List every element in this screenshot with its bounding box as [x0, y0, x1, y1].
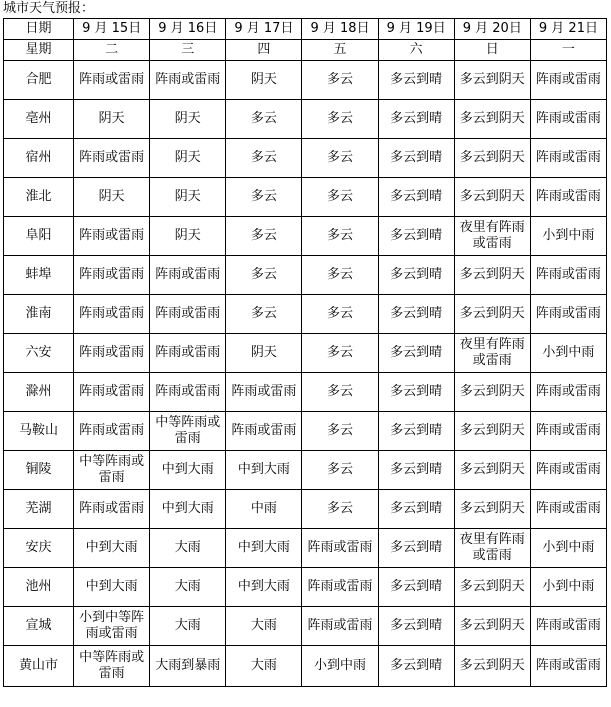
forecast-cell: 阵雨或雷雨	[150, 256, 226, 295]
forecast-cell: 多云	[302, 412, 378, 451]
forecast-cell: 阵雨或雷雨	[74, 334, 150, 373]
forecast-cell: 中到大雨	[150, 490, 226, 529]
forecast-cell: 大雨	[226, 646, 302, 687]
forecast-cell: 多云	[302, 178, 378, 217]
forecast-cell: 多云到晴	[378, 451, 454, 490]
forecast-cell: 小到中雨	[530, 568, 606, 607]
forecast-cell: 中到大雨	[150, 451, 226, 490]
forecast-cell: 阵雨或雷雨	[530, 412, 606, 451]
city-name: 合肥	[4, 61, 74, 100]
forecast-cell: 大雨	[226, 607, 302, 646]
weekday-label: 星期	[4, 40, 74, 61]
forecast-cell: 中等阵雨或雷雨	[74, 451, 150, 490]
forecast-cell: 阵雨或雷雨	[530, 451, 606, 490]
forecast-cell: 阴天	[74, 100, 150, 139]
forecast-cell: 阵雨或雷雨	[150, 373, 226, 412]
forecast-cell: 多云到阴天	[454, 373, 530, 412]
city-row	[4, 178, 607, 217]
forecast-cell: 多云	[302, 217, 378, 256]
forecast-cell: 小到中雨	[530, 217, 606, 256]
forecast-cell: 中到大雨	[74, 568, 150, 607]
weekday-cell: 二	[74, 40, 150, 61]
forecast-cell: 大雨	[150, 607, 226, 646]
forecast-cell: 多云到晴	[378, 373, 454, 412]
city-row	[4, 451, 607, 490]
date-cell: 9 月 20日	[454, 19, 530, 40]
weekday-header-row	[4, 40, 607, 61]
forecast-cell: 中到大雨	[226, 451, 302, 490]
city-name: 安庆	[4, 529, 74, 568]
forecast-cell: 多云	[302, 334, 378, 373]
forecast-cell: 阵雨或雷雨	[302, 529, 378, 568]
city-name: 芜湖	[4, 490, 74, 529]
weather-forecast-table	[3, 18, 607, 687]
forecast-cell: 阵雨或雷雨	[530, 373, 606, 412]
forecast-cell: 阵雨或雷雨	[74, 256, 150, 295]
forecast-cell: 中到大雨	[74, 529, 150, 568]
forecast-cell: 阵雨或雷雨	[530, 646, 606, 687]
forecast-cell: 阵雨或雷雨	[302, 568, 378, 607]
forecast-cell: 小到中雨	[530, 529, 606, 568]
forecast-cell: 小到中等阵雨或雷雨	[74, 607, 150, 646]
forecast-cell: 中等阵雨或雷雨	[150, 412, 226, 451]
forecast-cell: 多云到晴	[378, 490, 454, 529]
forecast-cell: 多云	[226, 256, 302, 295]
city-name: 亳州	[4, 100, 74, 139]
weather-table-body	[4, 19, 607, 687]
forecast-cell: 多云	[302, 373, 378, 412]
city-row	[4, 529, 607, 568]
forecast-cell: 阴天	[150, 178, 226, 217]
forecast-cell: 多云到晴	[378, 100, 454, 139]
forecast-cell: 多云	[302, 295, 378, 334]
forecast-cell: 多云到阴天	[454, 568, 530, 607]
city-row	[4, 412, 607, 451]
forecast-cell: 阴天	[150, 217, 226, 256]
weekday-cell: 六	[378, 40, 454, 61]
date-cell: 9 月 19日	[378, 19, 454, 40]
forecast-cell: 多云	[302, 139, 378, 178]
forecast-cell: 小到中雨	[530, 334, 606, 373]
forecast-cell: 阵雨或雷雨	[74, 373, 150, 412]
forecast-cell: 阵雨或雷雨	[74, 61, 150, 100]
forecast-cell: 阵雨或雷雨	[74, 217, 150, 256]
forecast-cell: 多云到阴天	[454, 256, 530, 295]
weekday-cell: 三	[150, 40, 226, 61]
forecast-cell: 中等阵雨或雷雨	[74, 646, 150, 687]
forecast-cell: 多云到阴天	[454, 490, 530, 529]
forecast-cell: 阵雨或雷雨	[150, 334, 226, 373]
forecast-cell: 阵雨或雷雨	[530, 256, 606, 295]
forecast-cell: 多云	[226, 295, 302, 334]
city-row	[4, 568, 607, 607]
forecast-cell: 大雨	[150, 568, 226, 607]
forecast-cell: 多云	[302, 490, 378, 529]
forecast-cell: 多云到晴	[378, 412, 454, 451]
forecast-cell: 多云到阴天	[454, 61, 530, 100]
forecast-cell: 多云到阴天	[454, 412, 530, 451]
weekday-cell: 四	[226, 40, 302, 61]
city-row	[4, 607, 607, 646]
city-name: 宣城	[4, 607, 74, 646]
forecast-cell: 阴天	[226, 61, 302, 100]
forecast-cell: 夜里有阵雨或雷雨	[454, 529, 530, 568]
city-name: 阜阳	[4, 217, 74, 256]
forecast-cell: 多云到阴天	[454, 139, 530, 178]
forecast-cell: 多云到晴	[378, 61, 454, 100]
forecast-cell: 阵雨或雷雨	[530, 61, 606, 100]
forecast-cell: 阵雨或雷雨	[226, 412, 302, 451]
forecast-cell: 中雨	[226, 490, 302, 529]
forecast-cell: 多云到阴天	[454, 607, 530, 646]
weekday-cell: 一	[530, 40, 606, 61]
forecast-cell: 阵雨或雷雨	[530, 139, 606, 178]
forecast-cell: 中到大雨	[226, 568, 302, 607]
forecast-cell: 多云	[226, 178, 302, 217]
city-name: 铜陵	[4, 451, 74, 490]
forecast-cell: 多云到阴天	[454, 295, 530, 334]
forecast-cell: 多云	[226, 217, 302, 256]
forecast-cell: 多云	[226, 139, 302, 178]
forecast-cell: 多云到晴	[378, 568, 454, 607]
forecast-cell: 阵雨或雷雨	[302, 607, 378, 646]
forecast-cell: 阵雨或雷雨	[530, 490, 606, 529]
forecast-cell: 多云到晴	[378, 217, 454, 256]
city-row	[4, 295, 607, 334]
city-row	[4, 373, 607, 412]
date-cell: 9 月 18日	[302, 19, 378, 40]
date-cell: 9 月 16日	[150, 19, 226, 40]
city-name: 宿州	[4, 139, 74, 178]
city-name: 池州	[4, 568, 74, 607]
forecast-cell: 阵雨或雷雨	[530, 100, 606, 139]
city-name: 六安	[4, 334, 74, 373]
city-name: 淮南	[4, 295, 74, 334]
forecast-cell: 多云到晴	[378, 646, 454, 687]
forecast-cell: 阵雨或雷雨	[530, 607, 606, 646]
forecast-cell: 多云到晴	[378, 529, 454, 568]
forecast-cell: 夜里有阵雨或雷雨	[454, 334, 530, 373]
forecast-cell: 多云到晴	[378, 139, 454, 178]
forecast-cell: 阵雨或雷雨	[74, 490, 150, 529]
forecast-cell: 多云到阴天	[454, 646, 530, 687]
weekday-cell: 五	[302, 40, 378, 61]
forecast-cell: 阵雨或雷雨	[226, 373, 302, 412]
date-header-row	[4, 19, 607, 40]
city-row	[4, 217, 607, 256]
forecast-cell: 阵雨或雷雨	[150, 295, 226, 334]
forecast-cell: 阵雨或雷雨	[530, 178, 606, 217]
forecast-cell: 阴天	[226, 334, 302, 373]
weekday-cell: 日	[454, 40, 530, 61]
forecast-cell: 中到大雨	[226, 529, 302, 568]
forecast-cell: 多云到晴	[378, 334, 454, 373]
date-label: 日期	[4, 19, 74, 40]
forecast-cell: 阴天	[150, 139, 226, 178]
forecast-cell: 阵雨或雷雨	[74, 412, 150, 451]
forecast-cell: 多云到晴	[378, 295, 454, 334]
forecast-cell: 小到中雨	[302, 646, 378, 687]
forecast-cell: 阵雨或雷雨	[74, 139, 150, 178]
city-name: 黄山市	[4, 646, 74, 687]
city-row	[4, 646, 607, 687]
forecast-cell: 多云到阴天	[454, 178, 530, 217]
forecast-cell: 多云	[226, 100, 302, 139]
date-cell: 9 月 17日	[226, 19, 302, 40]
city-row	[4, 256, 607, 295]
forecast-cell: 阵雨或雷雨	[150, 61, 226, 100]
city-row	[4, 334, 607, 373]
forecast-cell: 阵雨或雷雨	[530, 295, 606, 334]
city-row	[4, 100, 607, 139]
forecast-cell: 多云	[302, 100, 378, 139]
forecast-cell: 多云到晴	[378, 607, 454, 646]
city-name: 滁州	[4, 373, 74, 412]
forecast-cell: 多云到阴天	[454, 451, 530, 490]
forecast-cell: 多云到晴	[378, 178, 454, 217]
city-name: 蚌埠	[4, 256, 74, 295]
forecast-cell: 夜里有阵雨或雷雨	[454, 217, 530, 256]
city-row	[4, 139, 607, 178]
forecast-cell: 大雨到暴雨	[150, 646, 226, 687]
date-cell: 9 月 15日	[74, 19, 150, 40]
forecast-cell: 多云	[302, 451, 378, 490]
city-name: 淮北	[4, 178, 74, 217]
forecast-cell: 多云到阴天	[454, 100, 530, 139]
city-row	[4, 490, 607, 529]
forecast-cell: 阴天	[150, 100, 226, 139]
city-name: 马鞍山	[4, 412, 74, 451]
forecast-cell: 阵雨或雷雨	[74, 295, 150, 334]
forecast-cell: 多云到晴	[378, 256, 454, 295]
forecast-cell: 大雨	[150, 529, 226, 568]
forecast-cell: 阴天	[74, 178, 150, 217]
forecast-cell: 多云	[302, 61, 378, 100]
city-row	[4, 61, 607, 100]
forecast-cell: 多云	[302, 256, 378, 295]
page-caption: 城市天气预报：	[3, 1, 95, 16]
date-cell: 9 月 21日	[530, 19, 606, 40]
